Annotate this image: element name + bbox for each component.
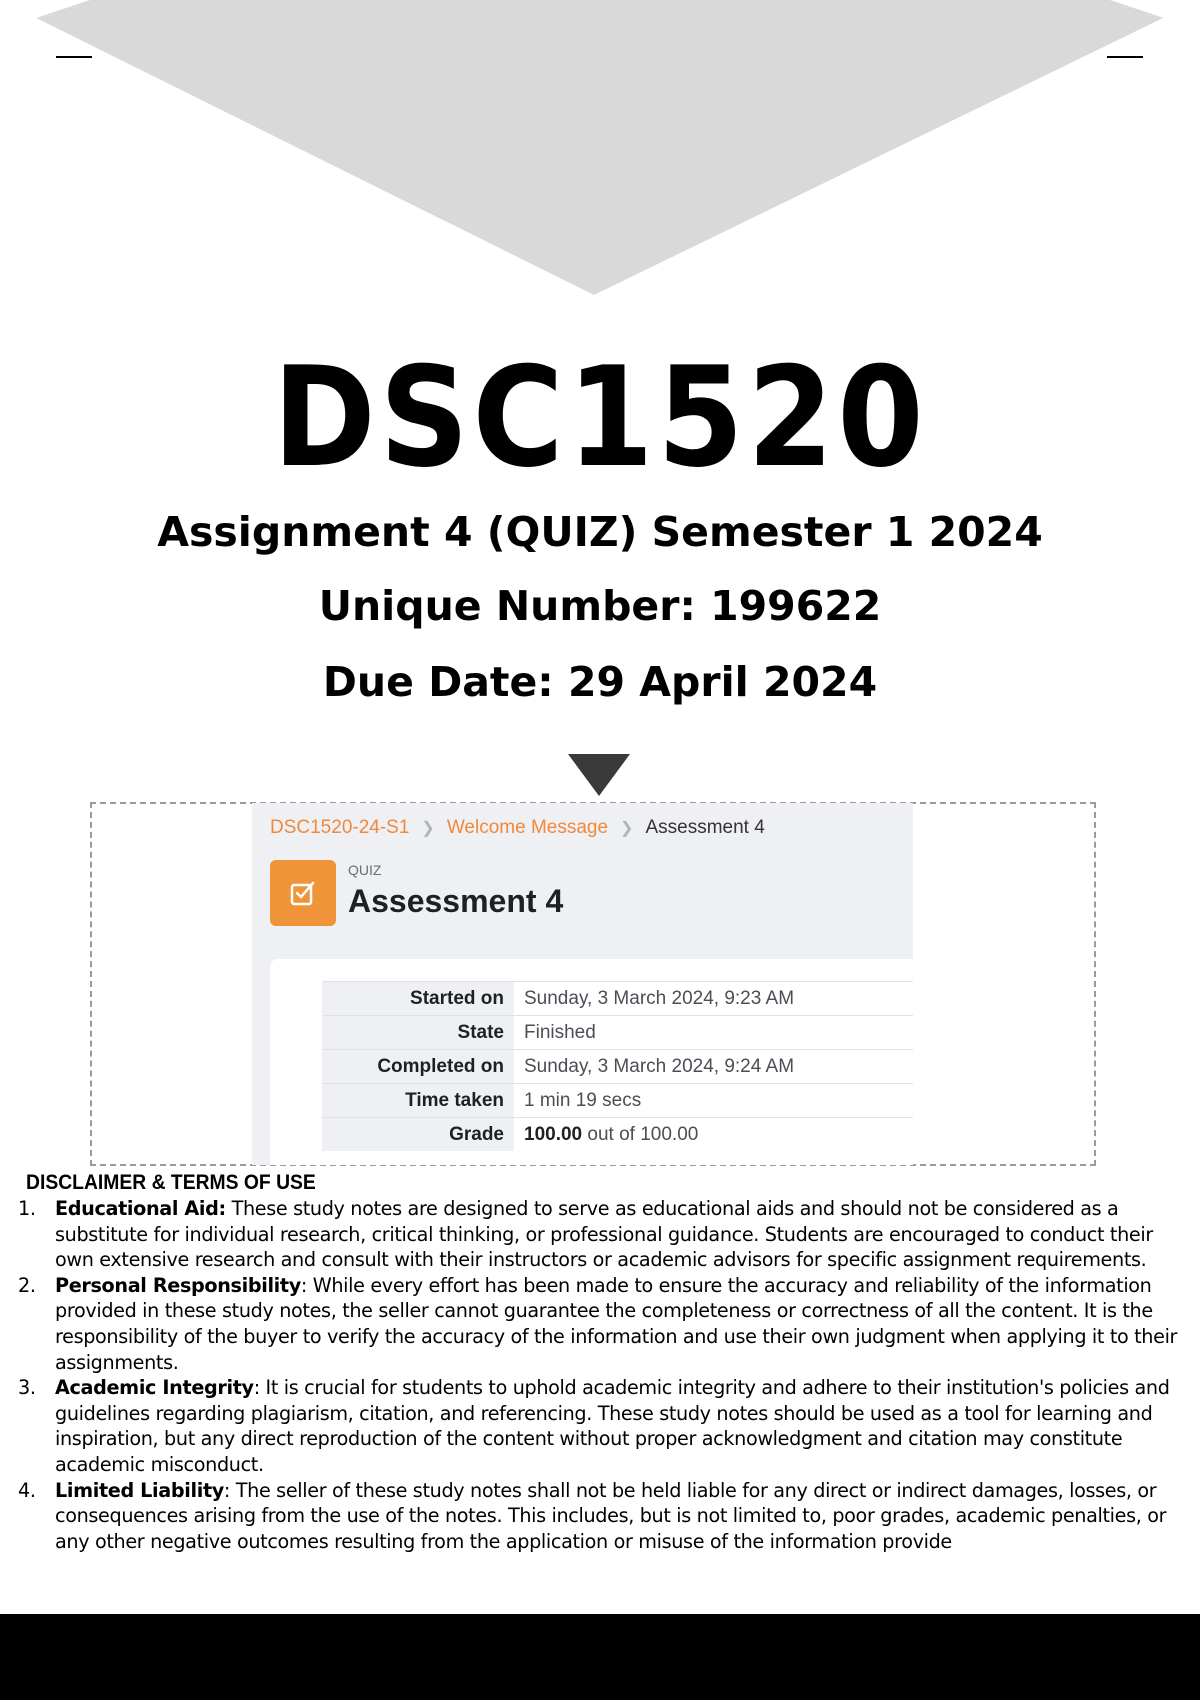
summary-label: Completed on: [322, 1050, 514, 1084]
summary-label: Grade: [322, 1118, 514, 1152]
chevron-right-icon: ❯: [421, 820, 435, 837]
chevron-right-icon: ❯: [620, 820, 634, 837]
corner-rule-left: [56, 56, 92, 58]
list-item: [18, 1196, 1190, 1273]
term-text: These study notes are designed to serve as educational aids and should not be considered as a substitute for individual research, critical thinking, or professional guidance. Students are encouraged to conduct their own extensive research and consult with their instructors or academic advisors for specific assignment requirements.: [55, 1197, 1153, 1272]
term-text: : While every effort has been made to ensure the accuracy and reliability of the information provided in these study notes, the seller cannot guarantee the completeness or correctness of all the content. It is the responsibility of the buyer to verify the accuracy of the information and use their own judgment when applying it to their assignments.: [55, 1273, 1178, 1374]
term-title: Limited Liability: [55, 1478, 224, 1502]
cover-chevron-decoration: [0, 0, 1200, 300]
corner-rule-right: [1107, 56, 1143, 58]
breadcrumb-current: Assessment 4: [645, 817, 765, 838]
summary-label: Started on: [322, 982, 514, 1016]
footer-bar: [0, 1614, 1200, 1700]
summary-value: Sunday, 3 March 2024, 9:24 AM: [514, 1050, 913, 1084]
term-number: 4.: [18, 1478, 36, 1502]
summary-label: Time taken: [322, 1084, 514, 1118]
term-number: 2.: [18, 1273, 36, 1297]
table-row: [322, 1016, 913, 1050]
quiz-result-screenshot: [252, 803, 913, 1165]
unique-number-line: Unique Number: 199622: [318, 582, 882, 630]
down-arrow-icon: [568, 754, 630, 796]
assignment-line: Assignment 4 (QUIZ) Semester 1 2024: [157, 508, 1043, 556]
list-item: [18, 1375, 1190, 1477]
table-row: [322, 1084, 913, 1118]
summary-label: State: [322, 1016, 514, 1050]
term-title: Academic Integrity: [55, 1376, 254, 1400]
term-title: Educational Aid:: [55, 1197, 226, 1220]
table-row: [322, 1050, 913, 1084]
term-title: Personal Responsibility: [55, 1273, 301, 1297]
breadcrumb-section-link[interactable]: Welcome Message: [446, 817, 609, 838]
quiz-title: Assessment 4: [348, 883, 564, 919]
summary-value: [514, 1118, 913, 1152]
term-number: 3.: [18, 1376, 36, 1400]
breadcrumb-course-link[interactable]: DSC1520-24-S1: [270, 817, 410, 838]
table-row: [322, 1118, 913, 1152]
table-row: [322, 982, 913, 1016]
grade-out-of: out of 100.00: [582, 1123, 699, 1145]
activity-type-label: QUIZ: [348, 862, 382, 878]
term-text: : It is crucial for students to uphold academic integrity and adhere to their institution's policies and guidelines regarding plagiarism, citation, and referencing. These study notes should be used as a tool for learning and inspiration, but any direct reproduction of the content without proper acknowledgment and citation may constitute academic misconduct.: [55, 1376, 1170, 1476]
summary-value: Finished: [514, 1016, 913, 1050]
summary-value: 1 min 19 secs: [514, 1084, 913, 1118]
grade-score: 100.00: [524, 1123, 583, 1145]
course-code-title: DSC1520: [272, 337, 928, 498]
summary-value: Sunday, 3 March 2024, 9:23 AM: [514, 982, 913, 1016]
terms-list: [18, 1196, 1190, 1554]
list-item: [18, 1478, 1190, 1555]
disclaimer-heading: DISCLAIMER & TERMS OF USE: [26, 1171, 316, 1194]
due-date-line: Due Date: 29 April 2024: [322, 658, 878, 706]
list-item: [18, 1273, 1190, 1375]
term-text: : The seller of these study notes shall not be held liable for any direct or indirect damages, losses, or consequences arising from the use of the notes. This includes, but is not limited to, poor grades, academic penalties, or any other negative outcomes resulting from the application or misuse of the information provide: [55, 1478, 1167, 1553]
term-number: 1.: [18, 1197, 36, 1220]
breadcrumb: [270, 817, 765, 839]
quiz-checkbox-edit-icon: [270, 860, 336, 926]
attempt-summary-table: [322, 981, 913, 1151]
